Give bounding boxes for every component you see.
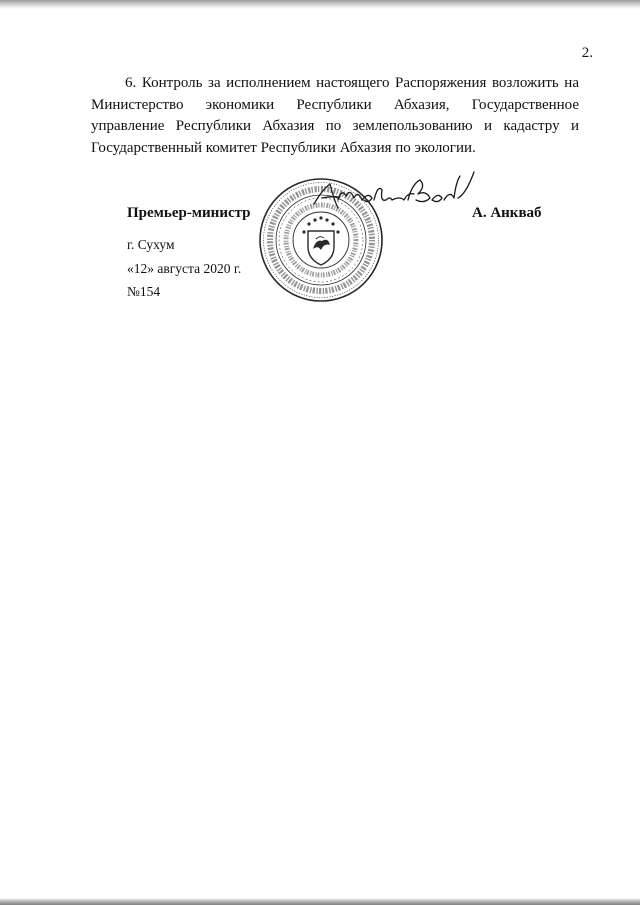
- document-place: г. Сухум: [127, 237, 175, 252]
- scan-edge-top: [0, 0, 640, 9]
- signatory-title: Премьер-министр: [127, 205, 251, 221]
- handwritten-signature-icon: [308, 170, 480, 218]
- body-paragraph: 6. Контроль за исполнением настоящего Распоряжения возложить на Министерство экономики Республики Абхазия, Государственное управление Республики Абхазия по землепользованию и кадастру и Государственный комитет Республики Абхазия по экологии.: [91, 75, 579, 156]
- scan-edge-bottom: [0, 898, 640, 905]
- document-number: №154: [127, 284, 161, 299]
- page-number: 2.: [581, 45, 593, 61]
- signatory-name: А. Анкваб: [472, 205, 542, 221]
- document-date: «12» августа 2020 г.: [127, 261, 242, 276]
